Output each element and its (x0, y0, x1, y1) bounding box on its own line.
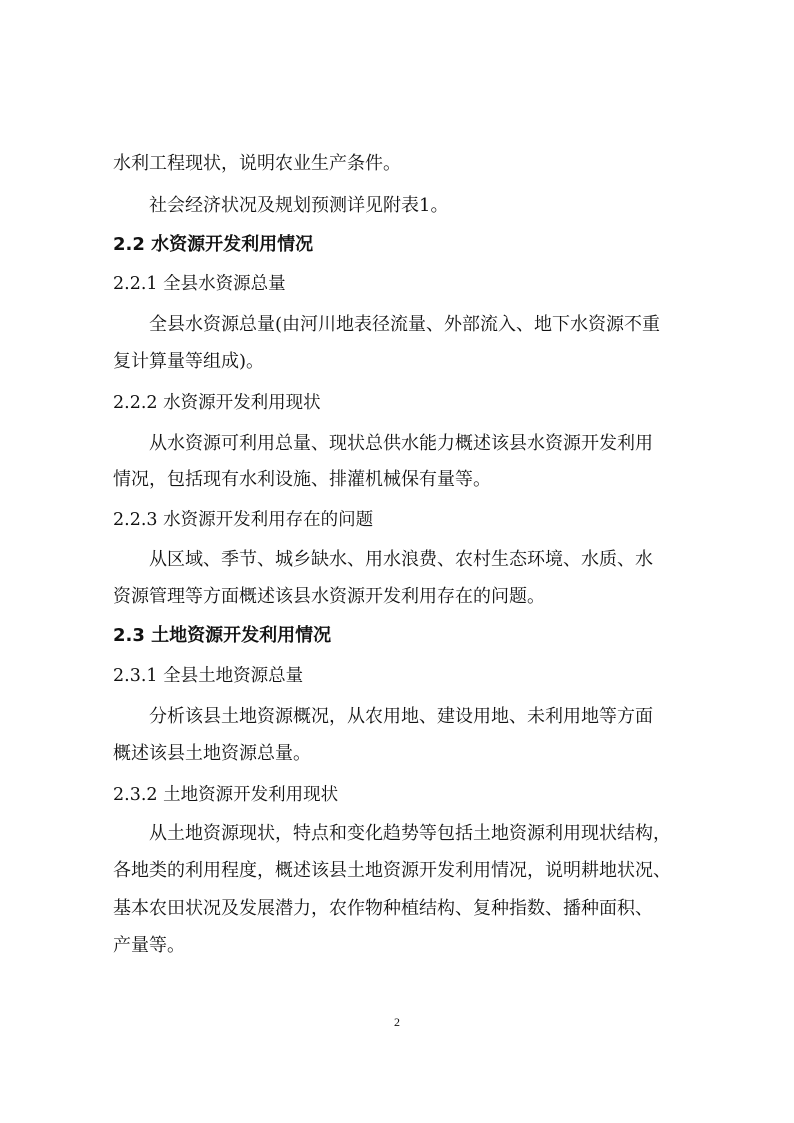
page-number: 2 (394, 1015, 400, 1029)
section-heading-2-2: 2.2 水资源开发利用情况 (113, 234, 314, 255)
paragraph-line: 社会经济状况及规划预测详见附表1。 (149, 195, 449, 216)
paragraph-line: 分析该县土地资源概况，从农用地、建设用地、未利用地等方面 (149, 706, 653, 727)
paragraph-line: 从水资源可利用总量、现状总供水能力概述该县水资源开发利用 (149, 433, 653, 454)
subsection-heading-2-3-2: 2.3.2 土地资源开发利用现状 (113, 785, 339, 805)
paragraph-line: 基本农田状况及发展潜力，农作物种植结构、复种指数、播种面积、 (113, 898, 653, 919)
subsection-heading-2-3-1: 2.3.1 全县土地资源总量 (113, 666, 304, 686)
paragraph-line: 资源管理等方面概述该县水资源开发利用存在的问题。 (113, 586, 545, 607)
paragraph-line: 各地类的利用程度，概述该县土地资源开发利用情况，说明耕地状况、 (113, 860, 671, 881)
paragraph-line: 从土地资源现状，特点和变化趋势等包括土地资源利用现状结构， (149, 823, 671, 844)
paragraph-line: 概述该县土地资源总量。 (113, 743, 311, 764)
paragraph-line: 水利工程现状，说明农业生产条件。 (113, 153, 401, 174)
subsection-heading-2-2-3: 2.2.3 水资源开发利用存在的问题 (113, 510, 374, 530)
paragraph-line: 情况，包括现有水利设施、排灌机械保有量等。 (113, 469, 491, 490)
paragraph-line: 复计算量等组成)。 (113, 351, 265, 372)
paragraph-line: 产量等。 (113, 935, 185, 956)
section-heading-2-3: 2.3 土地资源开发利用情况 (113, 625, 332, 646)
subsection-heading-2-2-1: 2.2.1 全县水资源总量 (113, 274, 286, 294)
paragraph-line: 从区域、季节、城乡缺水、用水浪费、农村生态环境、水质、水 (149, 549, 653, 570)
paragraph-line: 全县水资源总量(由河川地表径流量、外部流入、地下水资源不重 (149, 314, 661, 335)
subsection-heading-2-2-2: 2.2.2 水资源开发利用现状 (113, 393, 321, 413)
